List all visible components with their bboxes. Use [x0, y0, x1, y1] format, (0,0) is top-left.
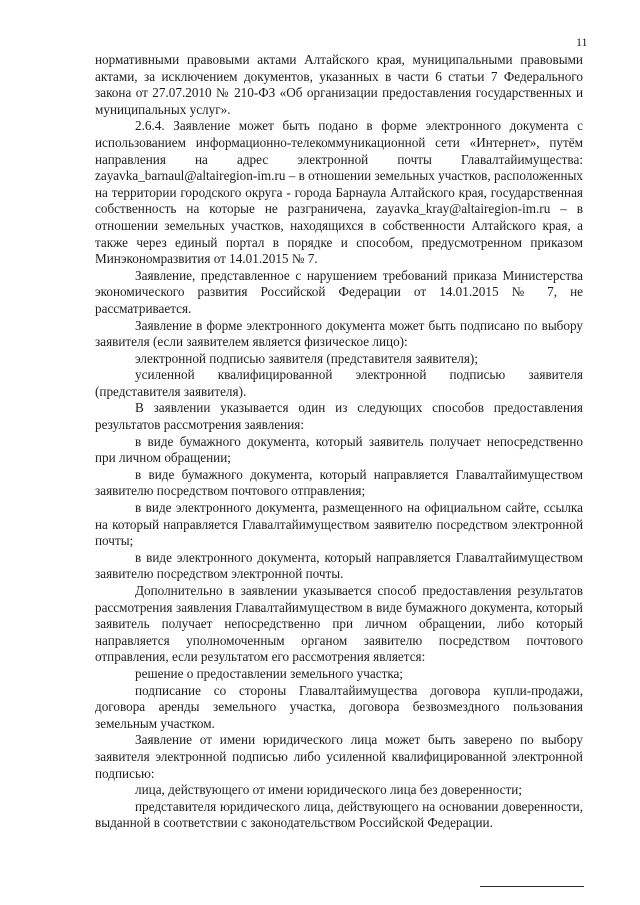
page-number: 11 — [576, 35, 588, 49]
paragraph-signature-qualified: усиленной квалифицированной электронной подписью заявителя (представителя заявителя). — [95, 367, 583, 399]
paragraph-violation-note: Заявление, представленное с нарушением требований приказа Министерства экономического развития Российской Федерации от 14.01.2015 № 7, не рассматривается. — [95, 267, 583, 316]
document-body — [95, 52, 583, 832]
paragraph-method-paper-personal: в виде бумажного документа, который заявитель получает непосредственно при личном обращении; — [95, 433, 583, 466]
paragraph-method-electronic-email: в виде электронного документа, который направляется Главалтайимуществом заявителю посредством электронной почты. — [95, 549, 583, 582]
paragraph-legal-entity-representative: представителя юридического лица, действующего на основании доверенности, выданной в соответствии с законодательством Российской Федерации. — [95, 798, 583, 831]
paragraph-2-6-4: 2.6.4. Заявление может быть подано в форме электронного документа с использованием информационно-телекоммуникационной сети «Интернет», путём направления на адрес электронной почты Главалтайимущества: zayavka_barnaul@altairegion-im.ru – в отношении земельных участков, расположенных на территории городского округа - города Барнаула Алтайского края, государственная собственность на которые не разграничена, zayavka_kray@altairegion-im.ru – в отношении земельных участков, находящихся в собственности Алтайского края, а также через единый портал в порядке и способом, предусмотренном приказом Минэкономразвития от 14.01.2015 № 7. — [95, 118, 583, 267]
paragraph-legal-entity-person: лица, действующего от имени юридического лица без доверенности; — [135, 782, 522, 798]
paragraph-continuation: нормативными правовыми актами Алтайского края, муниципальными правовыми актами, за исключением документов, указанных в части 6 статьи 7 Федерального закона от 27.07.2010 № 210-ФЗ «Об организации предоставления государственных и муниципальных услуг». — [95, 52, 583, 117]
paragraph-decision: решение о предоставлении земельного участка; — [135, 665, 404, 681]
paragraph-method-paper-post: в виде бумажного документа, который направляется Главалтайимуществом заявителю посредством почтового отправления; — [95, 466, 583, 499]
paragraph-legal-entity: Заявление от имени юридического лица может быть заверено по выбору заявителя электронной подписью либо усиленной квалифицированной электронной подписью: — [95, 732, 583, 781]
paragraph-signature-options: Заявление в форме электронного документа может быть подписано по выбору заявителя (если заявителем является физическое лицо): — [95, 317, 583, 350]
footer-rule — [480, 886, 584, 887]
paragraph-result-methods: В заявлении указывается один из следующих способов предоставления результатов рассмотрения заявления: — [95, 400, 583, 433]
paragraph-method-electronic-site: в виде электронного документа, размещенного на официальном сайте, ссылка на который направляется Главалтайимуществом заявителю посредством электронной почты; — [95, 500, 583, 549]
paragraph-contract-signing: подписание со стороны Главалтайимущества договора купли-продажи, договора аренды земельного участка, договора безвозмездного пользования земельным участком. — [95, 682, 583, 731]
paragraph-signature-simple: электронной подписью заявителя (представителя заявителя); — [135, 350, 478, 366]
paragraph-additional-method: Дополнительно в заявлении указывается способ предоставления результатов рассмотрения заявления Главалтайимуществом в виде бумажного документа, который заявитель получает непосредственно при личном обращении, либо который направляется уполномоченным органом заявителю посредством почтового отправления, если результатом его рассмотрения является: — [95, 583, 583, 665]
